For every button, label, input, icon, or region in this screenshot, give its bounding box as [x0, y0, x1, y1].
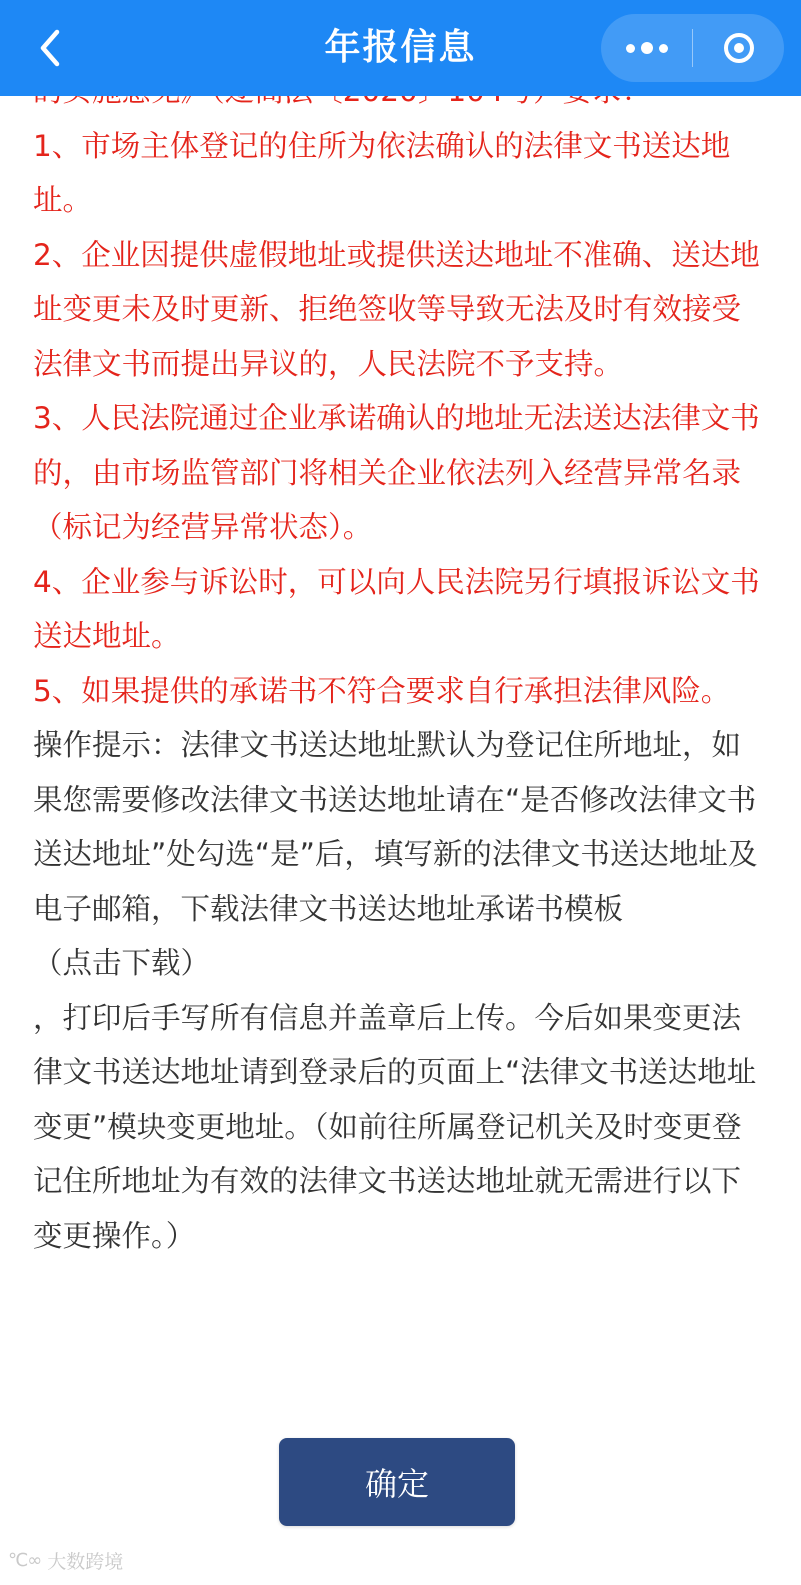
confirm-button[interactable]: 确定 [279, 1438, 515, 1526]
more-button[interactable] [601, 14, 692, 82]
app-header [0, 0, 801, 96]
notice-content [33, 64, 768, 1263]
notice-item-3: 3、人民法院通过企业承诺确认的地址无法送达法律文书的，由市场监管部门将相关企业依法列入经营异常名录（标记为经营异常状态）。 [33, 401, 760, 544]
notice-item-2: 2、企业因提供虚假地址或提供送达地址不准确、送达地址变更未及时更新、拒绝签收等导致无法及时有效接受法律文书而提出异议的，人民法院不予支持。 [33, 237, 760, 381]
download-link[interactable]: （点击下载） [33, 946, 211, 980]
notice-item-1: 1、市场主体登记的住所为依法确认的法律文书送达地址。 [33, 128, 731, 217]
page-title: 年报信息 [324, 27, 477, 68]
notice-item-4: 4、企业参与诉讼时，可以向人民法院另行填报诉讼文书送达地址。 [33, 564, 760, 653]
watermark [8, 1545, 123, 1575]
legal-notice [33, 64, 768, 718]
target-icon [724, 33, 754, 63]
watermark-text: 大数跨境 [47, 1550, 124, 1573]
watermark-logo: ℃∞ [8, 1549, 42, 1571]
tips-text-2: ，打印后手写所有信息并盖章后上传。今后如果变更法律文书送达地址请到登录后的页面上“法律文书送达地址变更”模块变更地址。（如前往所属登记机关及时变更登记住所地址为有效的法律文书送达地址就无需进行以下变更操作。） [33, 1000, 757, 1253]
mini-program-capsule [601, 14, 784, 82]
operation-tips [33, 718, 768, 1263]
tips-text-1: 操作提示：法律文书送达地址默认为登记住所地址，如果您需要修改法律文书送达地址请在“是否修改法律文书送达地址”处勾选“是”后，填写新的法律文书送达地址及电子邮箱，下载法律文书送达地址承诺书模板 [33, 728, 758, 926]
close-program-button[interactable] [693, 14, 784, 82]
more-icon [626, 42, 668, 54]
notice-item-5: 5、如果提供的承诺书不符合要求自行承担法律风险。 [33, 673, 731, 708]
